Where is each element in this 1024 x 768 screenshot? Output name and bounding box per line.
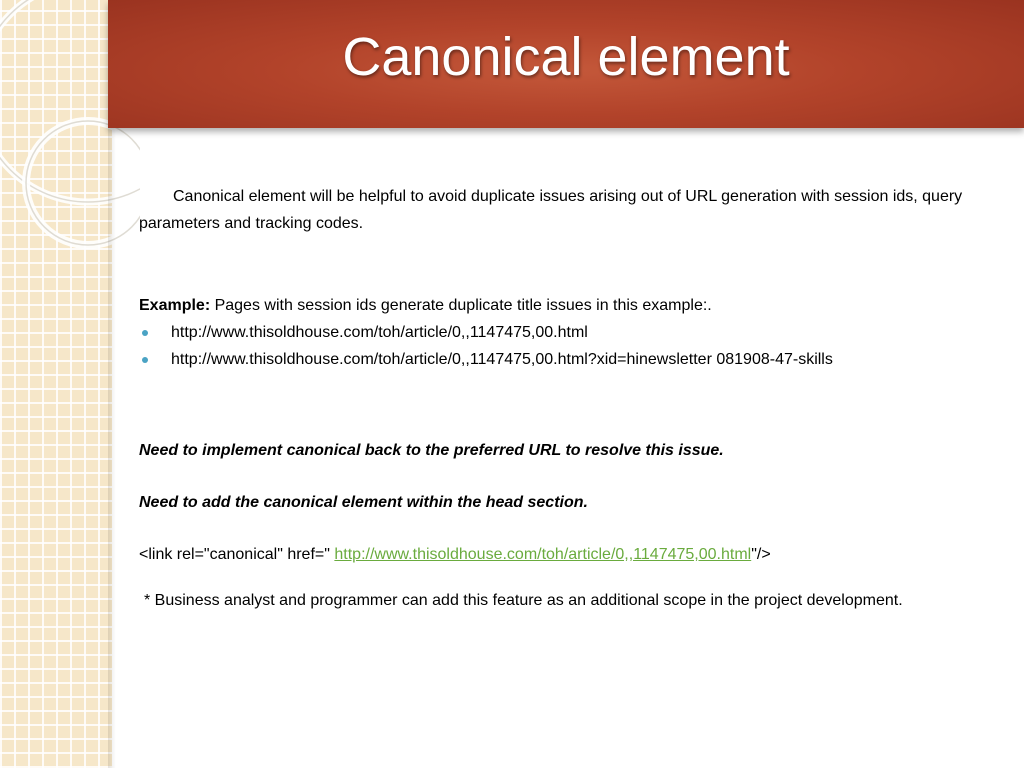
bullet-dot-icon	[142, 357, 148, 363]
slide-title: Canonical element	[342, 27, 790, 87]
example-url-list	[139, 319, 999, 373]
code-prefix: <link rel="canonical" href="	[139, 546, 335, 563]
canonical-url-link[interactable]: http://www.thisoldhouse.com/toh/article/0,,1147475,00.html	[334, 546, 752, 563]
intro-paragraph: Canonical element will be helpful to avoid duplicate issues arising out of URL generation with session ids, query parameters and tracking codes.	[139, 188, 963, 232]
example-url-1: http://www.thisoldhouse.com/toh/article/0,,1147475,00.html	[171, 324, 588, 341]
implement-note: Need to implement canonical back to the preferred URL to resolve this issue.	[139, 442, 724, 459]
example-url-2: http://www.thisoldhouse.com/toh/article/0,,1147475,00.html?xid=hinewsletter 081908-47-skills	[171, 351, 833, 368]
example-label: Example:	[139, 297, 211, 314]
slide-content	[139, 183, 999, 610]
decor-circle-small-edge	[26, 121, 140, 245]
bullet-dot-icon	[142, 330, 148, 336]
code-suffix: "/>	[751, 546, 771, 563]
footnote: * Business analyst and programmer can add this feature as an additional scope in the project development.	[144, 592, 903, 609]
example-text: Pages with session ids generate duplicate title issues in this example:.	[210, 297, 712, 314]
head-section-note: Need to add the canonical element within the head section.	[139, 494, 588, 511]
list-item	[139, 319, 999, 346]
list-item	[139, 346, 999, 373]
canonical-code-line	[139, 541, 999, 568]
example-line	[139, 292, 999, 319]
